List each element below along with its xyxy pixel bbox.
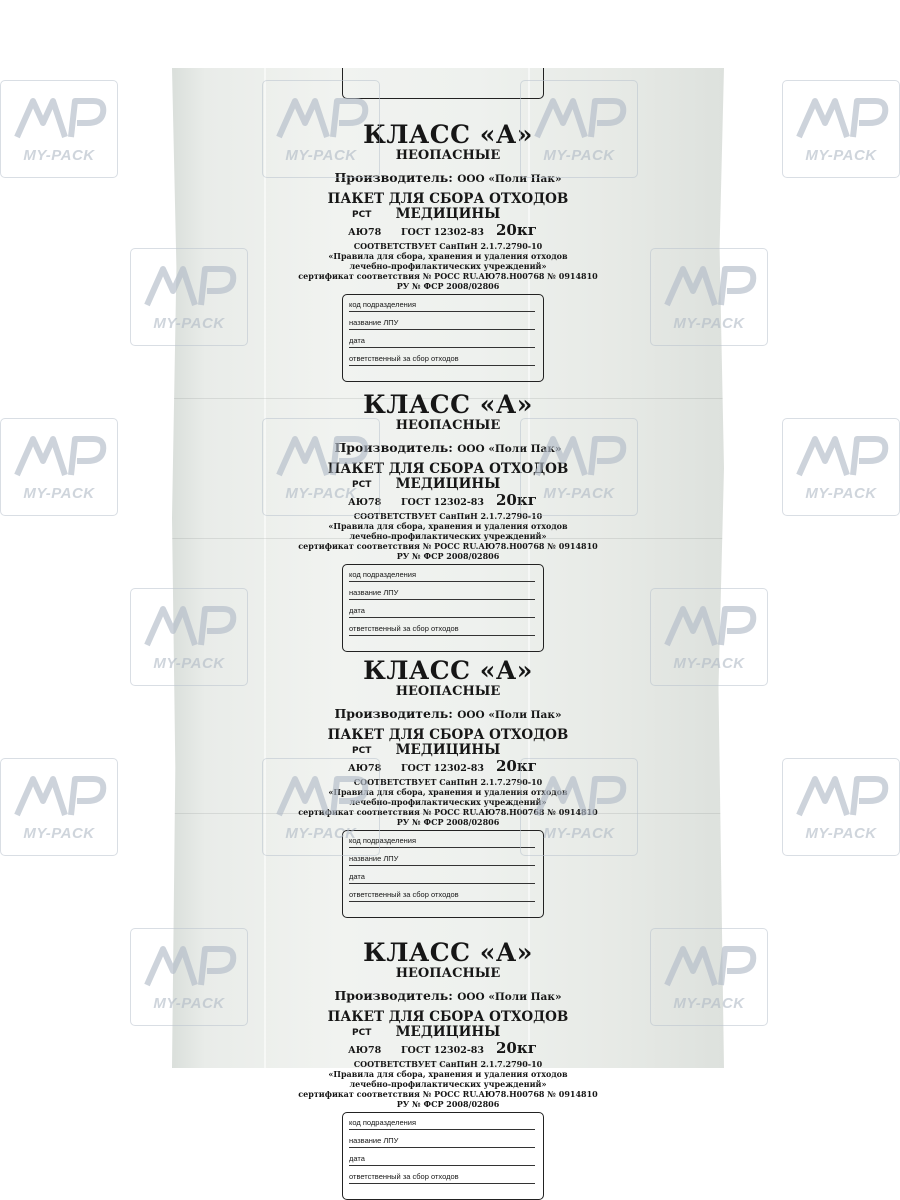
- watermark-brand: MY-PACK: [285, 825, 357, 842]
- form-field: [349, 623, 535, 636]
- form-field-label: название ЛПУ: [349, 854, 399, 863]
- form-field-label: ответственный за сбор отходов: [349, 354, 459, 363]
- watermark-brand: MY-PACK: [805, 825, 877, 842]
- watermark-brand: MY-PACK: [543, 825, 615, 842]
- certification-mark-icon: PCT: [352, 746, 372, 756]
- form-field: [349, 1153, 535, 1166]
- mp-logo-icon: [271, 771, 371, 821]
- watermark-brand: MY-PACK: [153, 995, 225, 1012]
- watermark: [130, 588, 248, 686]
- bag-title-line2: МЕДИЦИНЫ: [395, 206, 501, 222]
- bag-title-line1: ПАКЕТ ДЛЯ СБОРА ОТХОДОВ: [327, 1009, 569, 1025]
- form-field-label: название ЛПУ: [349, 318, 399, 327]
- watermark: [262, 758, 380, 856]
- form-field: [349, 335, 535, 348]
- form-field: [349, 1171, 535, 1184]
- watermark-brand: MY-PACK: [543, 485, 615, 502]
- watermark: [0, 758, 118, 856]
- watermark: [262, 80, 380, 178]
- form-field-label: код подразделения: [349, 1118, 417, 1127]
- label-manufacturer: [176, 170, 720, 185]
- label-regulations: [176, 511, 720, 561]
- watermark-brand: MY-PACK: [153, 655, 225, 672]
- manufacturer-prefix: Производитель:: [334, 440, 453, 455]
- printed-label: [176, 938, 720, 1181]
- label-title: КЛАСС «А»: [363, 938, 533, 967]
- label-code: АЮ78: [348, 227, 382, 238]
- form-field-label: ответственный за сбор отходов: [349, 624, 459, 633]
- manufacturer-prefix: Производитель:: [334, 706, 453, 721]
- watermark-brand: MY-PACK: [805, 147, 877, 164]
- form-box: [342, 1112, 544, 1200]
- form-field: [349, 353, 535, 366]
- form-field-label: название ЛПУ: [349, 588, 399, 597]
- label-weight: 20кг: [496, 221, 537, 239]
- certification-mark-icon: PCT: [352, 1028, 372, 1038]
- watermark: [130, 928, 248, 1026]
- mp-logo-icon: [659, 261, 759, 311]
- mp-logo-icon: [791, 93, 891, 143]
- form-field: [349, 299, 535, 312]
- watermark: [520, 418, 638, 516]
- form-field-label: название ЛПУ: [349, 1136, 399, 1145]
- label-gost: ГОСТ 12302-83: [401, 763, 484, 774]
- label-subtitle: НЕОПАСНЫЕ: [395, 684, 501, 699]
- form-field: [349, 871, 535, 884]
- printed-label: [176, 656, 720, 921]
- label-regulations: [176, 241, 720, 291]
- label-code: АЮ78: [348, 1045, 382, 1056]
- form-field-label: дата: [349, 872, 365, 881]
- regulation-line: СООТВЕТСТВУЕТ СанПиН 2.1.7.2790-10: [353, 1059, 543, 1069]
- mp-logo-icon: [9, 771, 109, 821]
- mp-logo-icon: [659, 601, 759, 651]
- manufacturer-name: ООО «Поли Пак»: [457, 709, 562, 721]
- label-weight: 20кг: [496, 491, 537, 509]
- regulation-line: «Правила для сбора, хранения и удаления отходов: [328, 251, 568, 261]
- regulation-line: РУ № ФСР 2008/02806: [396, 281, 500, 291]
- regulation-line: лечебно-профилактических учреждений»: [349, 1079, 547, 1089]
- manufacturer-name: ООО «Поли Пак»: [457, 991, 562, 1003]
- watermark-brand: MY-PACK: [805, 485, 877, 502]
- form-field-label: код подразделения: [349, 836, 417, 845]
- label-manufacturer: [176, 988, 720, 1003]
- bag-title-line2: МЕДИЦИНЫ: [395, 742, 501, 758]
- watermark: [650, 248, 768, 346]
- watermark-brand: MY-PACK: [153, 315, 225, 332]
- bag-title-line1: ПАКЕТ ДЛЯ СБОРА ОТХОДОВ: [327, 191, 569, 207]
- regulation-line: СООТВЕТСТВУЕТ СанПиН 2.1.7.2790-10: [353, 511, 543, 521]
- watermark-brand: MY-PACK: [673, 315, 745, 332]
- label-regulations: [176, 1059, 720, 1109]
- form-box: [342, 564, 544, 652]
- form-field: [349, 1117, 535, 1130]
- certification-mark-icon: PCT: [352, 210, 372, 220]
- regulation-line: лечебно-профилактических учреждений»: [349, 261, 547, 271]
- regulation-line: СООТВЕТСТВУЕТ СанПиН 2.1.7.2790-10: [353, 241, 543, 251]
- label-title: КЛАСС «А»: [363, 390, 533, 419]
- watermark: [782, 418, 900, 516]
- printed-label: [176, 390, 720, 655]
- label-bag-title: [176, 462, 720, 492]
- bag-title-line1: ПАКЕТ ДЛЯ СБОРА ОТХОДОВ: [327, 727, 569, 743]
- mp-logo-icon: [139, 261, 239, 311]
- manufacturer-name: ООО «Поли Пак»: [457, 443, 562, 455]
- regulation-line: сертификат соответствия № РОСС RU.АЮ78.Н00768 № 0914810: [298, 807, 598, 817]
- mp-logo-icon: [271, 93, 371, 143]
- label-bag-title: [176, 192, 720, 222]
- regulation-line: «Правила для сбора, хранения и удаления отходов: [328, 787, 568, 797]
- regulation-line: сертификат соответствия № РОСС RU.АЮ78.Н00768 № 0914810: [298, 1089, 598, 1099]
- mp-logo-icon: [139, 601, 239, 651]
- regulation-line: «Правила для сбора, хранения и удаления отходов: [328, 521, 568, 531]
- label-code: АЮ78: [348, 763, 382, 774]
- form-field-label: код подразделения: [349, 570, 417, 579]
- watermark-brand: MY-PACK: [673, 655, 745, 672]
- watermark-brand: MY-PACK: [285, 485, 357, 502]
- regulation-line: РУ № ФСР 2008/02806: [396, 817, 500, 827]
- label-manufacturer: [176, 706, 720, 721]
- label-weight: 20кг: [496, 757, 537, 775]
- watermark-brand: MY-PACK: [543, 147, 615, 164]
- watermark-brand: MY-PACK: [23, 825, 95, 842]
- form-field-label: дата: [349, 1154, 365, 1163]
- regulation-line: СООТВЕТСТВУЕТ СанПиН 2.1.7.2790-10: [353, 777, 543, 787]
- watermark: [782, 758, 900, 856]
- mp-logo-icon: [791, 771, 891, 821]
- form-box: [342, 294, 544, 382]
- regulation-line: лечебно-профилактических учреждений»: [349, 797, 547, 807]
- mp-logo-icon: [659, 941, 759, 991]
- watermark-brand: MY-PACK: [23, 485, 95, 502]
- watermark: [520, 80, 638, 178]
- printed-label: [176, 120, 720, 385]
- label-code: АЮ78: [348, 497, 382, 508]
- mp-logo-icon: [791, 431, 891, 481]
- label-regulations: [176, 777, 720, 827]
- mp-logo-icon: [139, 941, 239, 991]
- bag-title-line1: ПАКЕТ ДЛЯ СБОРА ОТХОДОВ: [327, 461, 569, 477]
- label-title: КЛАСС «А»: [363, 120, 533, 149]
- regulation-line: РУ № ФСР 2008/02806: [396, 1099, 500, 1109]
- watermark: [782, 80, 900, 178]
- watermark-brand: MY-PACK: [673, 995, 745, 1012]
- watermark-brand: MY-PACK: [23, 147, 95, 164]
- mp-logo-icon: [529, 771, 629, 821]
- label-subtitle: НЕОПАСНЫЕ: [395, 418, 501, 433]
- regulation-line: сертификат соответствия № РОСС RU.АЮ78.Н00768 № 0914810: [298, 541, 598, 551]
- label-subtitle: НЕОПАСНЫЕ: [395, 148, 501, 163]
- form-field: [349, 587, 535, 600]
- manufacturer-name: ООО «Поли Пак»: [457, 173, 562, 185]
- form-field-label: дата: [349, 336, 365, 345]
- form-field: [349, 569, 535, 582]
- form-field: [349, 317, 535, 330]
- form-field-label: дата: [349, 606, 365, 615]
- regulation-line: лечебно-профилактических учреждений»: [349, 531, 547, 541]
- label-bag-title: [176, 728, 720, 758]
- form-field: [349, 1135, 535, 1148]
- label-manufacturer: [176, 440, 720, 455]
- watermark: [650, 588, 768, 686]
- mp-logo-icon: [529, 93, 629, 143]
- label-weight: 20кг: [496, 1039, 537, 1057]
- mp-logo-icon: [9, 93, 109, 143]
- mp-logo-icon: [271, 431, 371, 481]
- manufacturer-prefix: Производитель:: [334, 988, 453, 1003]
- bag-title-line2: МЕДИЦИНЫ: [395, 1024, 501, 1040]
- watermark: [520, 758, 638, 856]
- regulation-line: «Правила для сбора, хранения и удаления отходов: [328, 1069, 568, 1079]
- label-subtitle: НЕОПАСНЫЕ: [395, 966, 501, 981]
- form-field: [349, 605, 535, 618]
- label-gost: ГОСТ 12302-83: [401, 1045, 484, 1056]
- watermark: [130, 248, 248, 346]
- watermark: [650, 928, 768, 1026]
- watermark-brand: MY-PACK: [285, 147, 357, 164]
- label-gost: ГОСТ 12302-83: [401, 497, 484, 508]
- label-bag-title: [176, 1010, 720, 1040]
- printed-form-partial: [176, 68, 720, 100]
- form-field-label: код подразделения: [349, 300, 417, 309]
- form-field: [349, 889, 535, 902]
- manufacturer-prefix: Производитель:: [334, 170, 453, 185]
- regulation-line: РУ № ФСР 2008/02806: [396, 551, 500, 561]
- watermark: [0, 418, 118, 516]
- form-field-label: ответственный за сбор отходов: [349, 890, 459, 899]
- form-field-label: ответственный за сбор отходов: [349, 1172, 459, 1181]
- certification-mark-icon: PCT: [352, 480, 372, 490]
- watermark: [0, 80, 118, 178]
- mp-logo-icon: [9, 431, 109, 481]
- mp-logo-icon: [529, 431, 629, 481]
- regulation-line: сертификат соответствия № РОСС RU.АЮ78.Н00768 № 0914810: [298, 271, 598, 281]
- bag-title-line2: МЕДИЦИНЫ: [395, 476, 501, 492]
- watermark: [262, 418, 380, 516]
- label-title: КЛАСС «А»: [363, 656, 533, 685]
- label-gost: ГОСТ 12302-83: [401, 227, 484, 238]
